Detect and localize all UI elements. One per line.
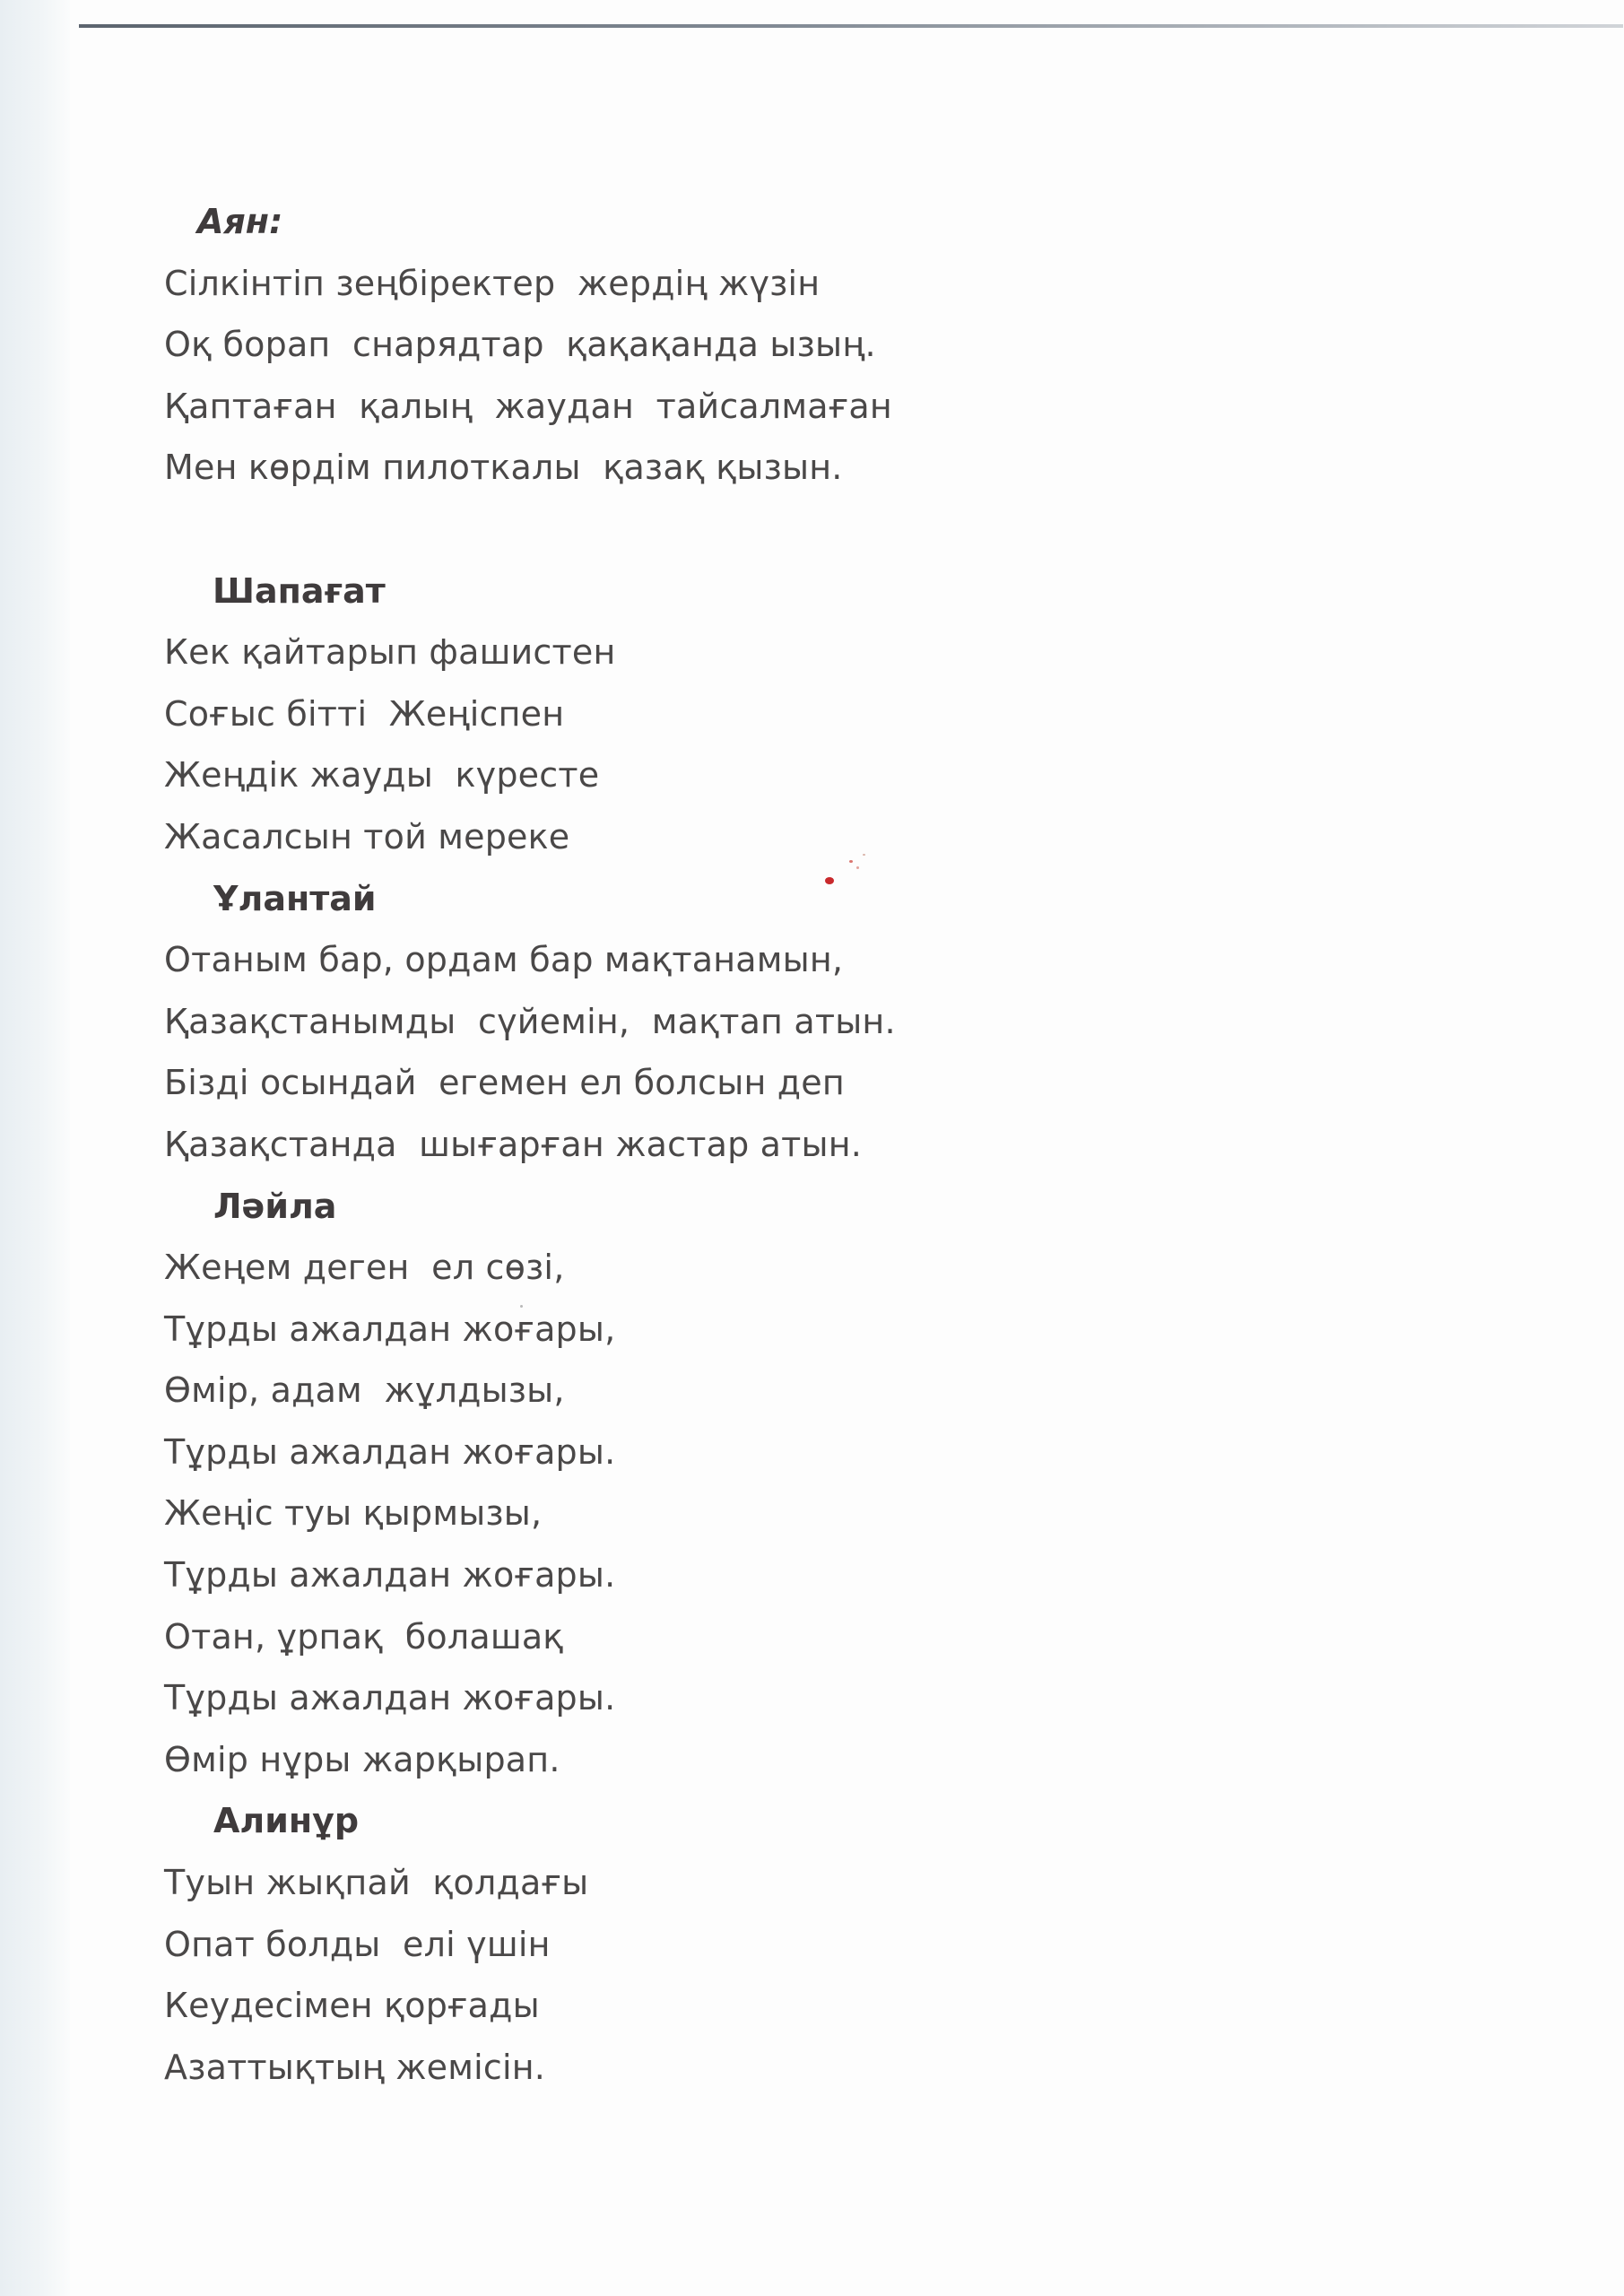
verse-line: Қазақстанымды сүйемін, мақтап атын.: [164, 1001, 896, 1041]
verse-line: Тұрды ажалдан жоғары.: [164, 1431, 616, 1472]
stanza-alinur: [164, 1790, 1509, 2098]
speaker-name: Ләйла: [213, 1186, 337, 1226]
stanza-ayan: [164, 191, 1509, 499]
poem-text: [164, 191, 1509, 2098]
verse-line: Мен көрдім пилоткалы қазақ қызын.: [164, 448, 843, 488]
verse-line: Азаттықтың жемісін.: [164, 2047, 546, 2087]
verse-line: Кек қайтарып фашистен: [164, 632, 616, 673]
verse-line: Соғыс бітті Жеңіспен: [164, 693, 565, 734]
verse-line: Өмір нұры жарқырап.: [164, 1739, 560, 1779]
stanza-laila: [164, 1176, 1509, 1791]
scan-top-border-line: [79, 24, 1623, 28]
verse-line: Туын жықпай қолдағы: [164, 1863, 589, 1903]
verse-line: Тұрды ажалдан жоғары,: [164, 1309, 616, 1349]
verse-line: Жеңдік жауды күресте: [164, 755, 600, 796]
stanza-shapagat: [164, 561, 1509, 868]
verse-line: Қаптаған қалың жаудан тайсалмаған: [164, 386, 892, 426]
speaker-name: Шапағат: [213, 570, 386, 611]
verse-line: Өмір, адам жұлдызы,: [164, 1370, 565, 1411]
verse-line: Кеудесімен қорғады: [164, 1986, 540, 2026]
scan-left-edge: [0, 0, 70, 2296]
verse-line: Тұрды ажалдан жоғары.: [164, 1555, 616, 1596]
verse-line: Оқ борап снарядтар қақақанда ызың.: [164, 325, 876, 365]
speaker-name: Ұлантай: [213, 878, 377, 918]
verse-line: Сілкінтіп зеңбіректер жердің жүзін: [164, 263, 821, 303]
stanza-ulantai: [164, 868, 1509, 1176]
verse-line: Жеңіс туы қырмызы,: [164, 1493, 543, 1534]
verse-line: Қазақстанда шығарған жастар атын.: [164, 1124, 863, 1164]
verse-line: Жеңем деген ел сөзі,: [164, 1248, 565, 1288]
verse-line: Отаным бар, ордам бар мақтанамын,: [164, 940, 844, 980]
verse-line: Бізді осындай егемен ел болсын деп: [164, 1063, 845, 1103]
verse-line: Отан, ұрпақ болашақ: [164, 1616, 564, 1657]
verse-line: Тұрды ажалдан жоғары.: [164, 1678, 616, 1718]
verse-line: Жасалсын той мереке: [164, 816, 570, 857]
stanza-gap: [164, 499, 1509, 561]
verse-line: Опат болды елі үшін: [164, 1924, 551, 1964]
speaker-name: Алинұр: [213, 1801, 360, 1841]
speaker-name: Аян:: [197, 202, 283, 241]
